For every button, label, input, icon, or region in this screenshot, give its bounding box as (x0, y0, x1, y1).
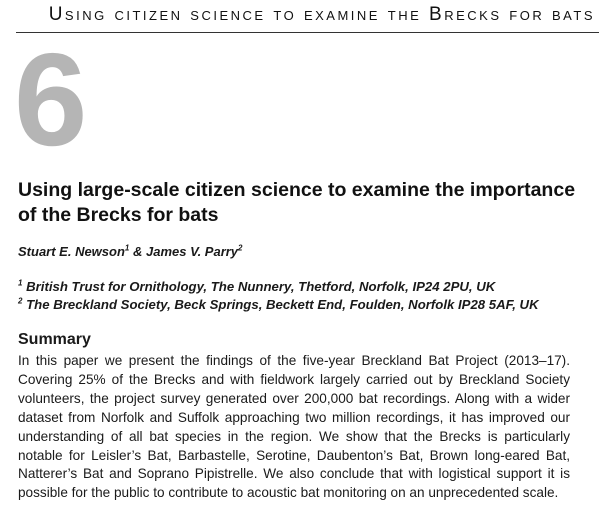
affiliation-mark: 1 (124, 243, 130, 253)
affiliation-text: The Breckland Society, Beck Springs, Beckett End, Foulden, Norfolk IP28 5AF, UK (26, 297, 539, 312)
affiliation-mark: 2 (18, 296, 23, 306)
paper-title: Using large-scale citizen science to examine the importance of the Brecks for bats (18, 179, 576, 226)
summary-body: In this paper we present the findings of the five-year Breckland Bat Project (2013–17). Covering 25% of the Brecks and with fieldwork largely carried out by Breckland Society volunteers, the project survey generated over 200,000 bat recordings. Along with a wider dataset from Norfolk and Suffolk approaching two million recordings, it has improved our understanding of all bat species in the region. We show that the Brecks is particularly notable for Leisler’s Bat, Barbastelle, Serotine, Daubenton’s Bat, Brown long-eared Bat, Natterer’s Bat and Soprano Pipistrelle. We also conclude that with logistical support it is possible for the public to contribute to acoustic bat monitoring on an unprecedented scale. (18, 353, 570, 501)
header-rule (16, 32, 599, 33)
author-name: James V. Parry (146, 244, 239, 259)
affiliation-mark: 2 (238, 243, 243, 253)
summary-heading: Summary (18, 331, 91, 348)
affiliation-2 (18, 297, 539, 312)
affiliation-mark: 1 (18, 278, 23, 288)
affiliation-text: British Trust for Ornithology, The Nunnery, Thetford, Norfolk, IP24 2PU, UK (26, 279, 496, 294)
author-list (18, 244, 243, 259)
author-separator: & (129, 244, 146, 259)
running-header: Using citizen science to examine the Brecks for bats (48, 4, 595, 25)
chapter-number: 6 (14, 26, 88, 173)
affiliation-1 (18, 279, 495, 294)
author-name: Stuart E. Newson (18, 244, 125, 259)
